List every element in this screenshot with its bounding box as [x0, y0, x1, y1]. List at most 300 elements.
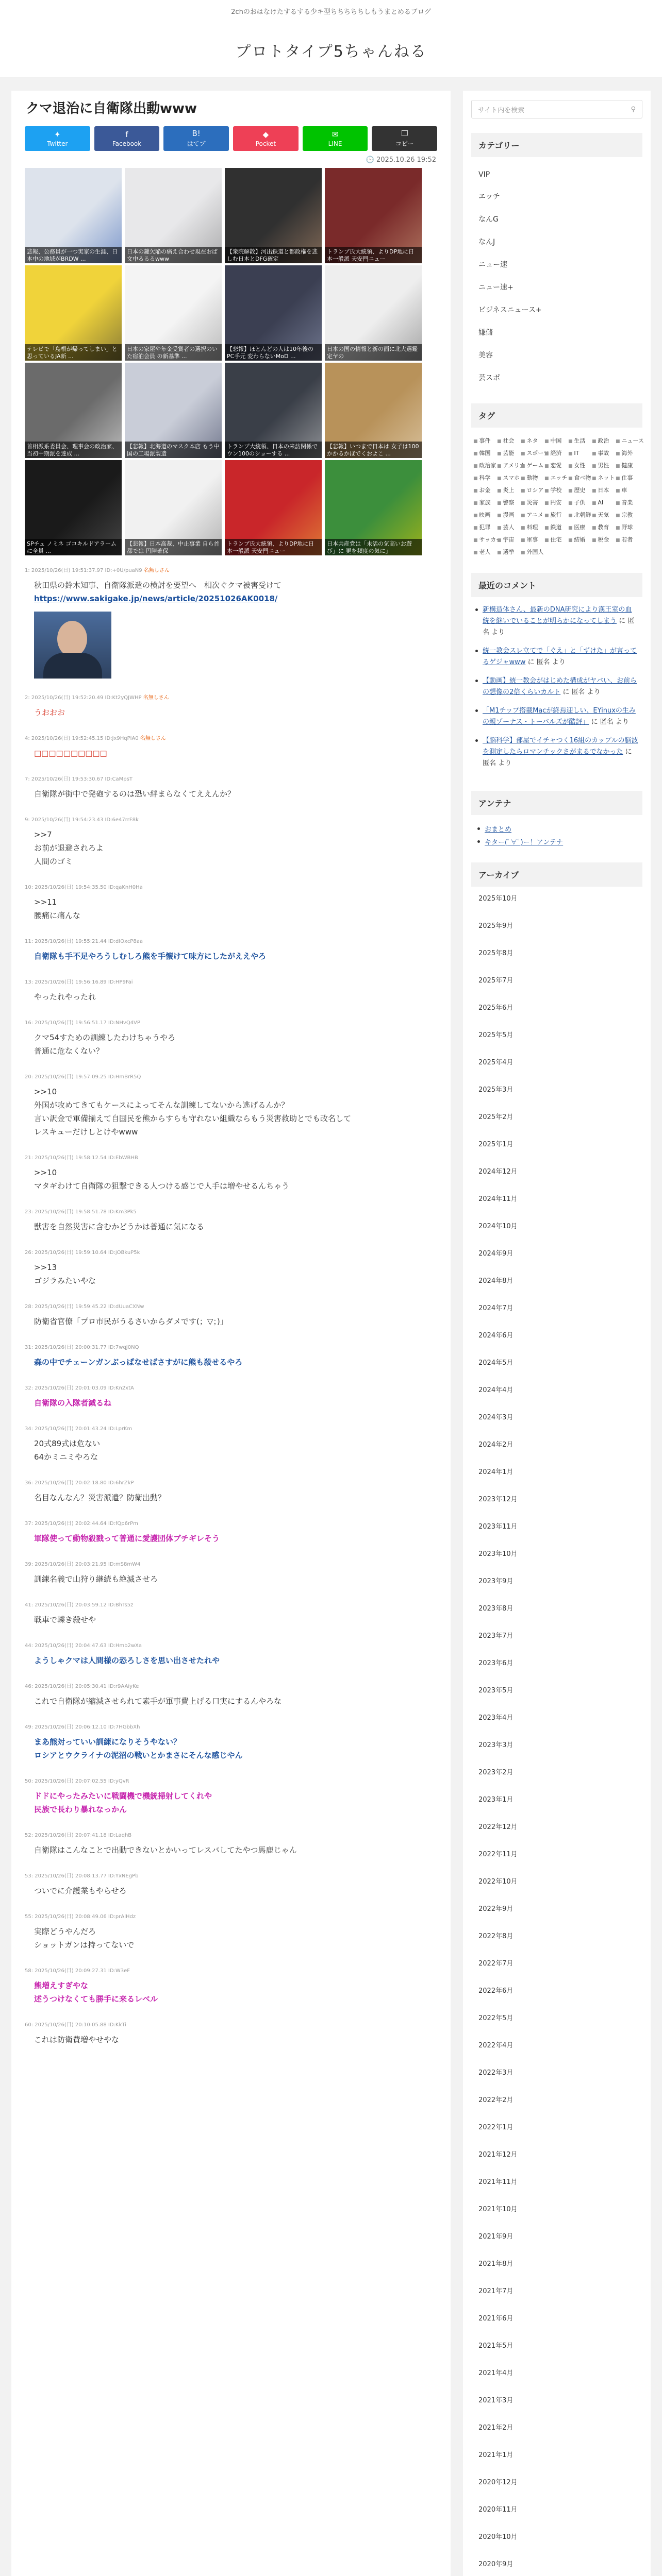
- tag-item[interactable]: ■ 政治: [592, 435, 616, 447]
- thread-post: [25, 1722, 437, 1762]
- archive-item[interactable]: 2024年4月: [478, 1386, 514, 1394]
- post-meta: 20: 2025/10/26(日) 19:57:09.25 ID:HmBrR5Q: [25, 1074, 141, 1080]
- tag-item[interactable]: ■ 宇宙: [497, 534, 521, 546]
- archive-item[interactable]: 2020年10月: [478, 2533, 518, 2541]
- tag-item[interactable]: ■ 税金: [592, 534, 616, 546]
- post-body: [25, 1694, 437, 1708]
- post-meta: 55: 2025/10/26(日) 20:08:49.06 ID:prAlHdz: [25, 1914, 136, 1920]
- post-body: [25, 1437, 437, 1464]
- archive-title: アーカイブ: [471, 862, 642, 887]
- share-button-2[interactable]: [163, 126, 229, 151]
- post-line: ドドにやったみたいに戦闘機で機銃掃射してくれや: [34, 1791, 212, 1801]
- tag-item[interactable]: ■ スマホ: [497, 472, 521, 484]
- post-name: 名無しさん: [143, 568, 170, 573]
- post-meta: 50: 2025/10/26(日) 20:07:02.55 ID:yQvR: [25, 1778, 129, 1784]
- category-item[interactable]: ニュー速: [478, 261, 507, 269]
- thumbnail-12[interactable]: [25, 460, 122, 555]
- comment-link[interactable]: 統一教会スレ立てで「ぐえ」と「ずけた」が言ってるゲジャwww: [483, 647, 637, 666]
- post-header: [25, 1383, 437, 1391]
- post-line: ショットガンは持ってないで: [34, 1940, 135, 1950]
- share-button-1[interactable]: [94, 126, 160, 151]
- tag-item[interactable]: ■ 健康: [616, 460, 639, 472]
- tag-item[interactable]: ■ 芸人: [497, 521, 521, 534]
- archive-item[interactable]: 2025年9月: [478, 922, 514, 930]
- thread-post: [25, 1776, 437, 1816]
- thumbnail-6[interactable]: [225, 265, 322, 361]
- thumbnail-7[interactable]: [325, 265, 422, 361]
- post-header: [25, 1018, 437, 1026]
- post-line: これで自衛隊が縮減させられて素手が軍事費上げる口実にするんやろな: [34, 1697, 282, 1706]
- post-body: [25, 1925, 437, 1952]
- tag-item[interactable]: ■ 円安: [544, 497, 568, 509]
- post-header: [25, 1519, 437, 1527]
- category-item[interactable]: エッチ: [478, 193, 500, 201]
- archive-item[interactable]: 2021年6月: [478, 2315, 514, 2323]
- tag-item[interactable]: ■ 結婚: [568, 534, 592, 546]
- category-item[interactable]: ビジネスニュース+: [478, 306, 542, 314]
- person-suit: [43, 653, 102, 679]
- post-line: 自衛隊の入隊者減るね: [34, 1398, 112, 1408]
- post-line: 自衛隊も手不足やろうしむしろ熊を手懐けて味方にしたがええやろ: [34, 952, 267, 961]
- post-meta: 13: 2025/10/26(日) 19:56:16.89 ID:HP9Fai: [25, 979, 133, 985]
- thread-post: [25, 566, 437, 679]
- category-item[interactable]: 芸スポ: [478, 374, 500, 382]
- archive-item[interactable]: 2020年11月: [478, 2506, 518, 2514]
- archive-item[interactable]: 2021年2月: [478, 2424, 514, 2432]
- archive-item[interactable]: 2023年9月: [478, 1578, 514, 1585]
- post-line: やったれやったれ: [34, 992, 96, 1002]
- post-line: お前が退避されろよ: [34, 843, 104, 853]
- archive-item[interactable]: 2024年2月: [478, 1441, 514, 1449]
- search-icon[interactable]: ⚲: [631, 105, 636, 113]
- post-line: 言い訳金で軍備揃えて自国民を熊からすらも守れない組織ならもう災害救助とでも改名して: [34, 1114, 352, 1123]
- tag-item[interactable]: ■ サッカー: [473, 534, 497, 546]
- archive-item[interactable]: 2023年5月: [478, 1687, 514, 1694]
- share-label: Pocket: [255, 140, 276, 147]
- page-container: [0, 77, 662, 2576]
- post-meta: 37: 2025/10/26(日) 20:02:44.64 ID:fQp6rPm: [25, 1521, 138, 1527]
- share-button-4[interactable]: [303, 126, 368, 151]
- post-meta: 2: 2025/10/26(日) 19:52:20.49 ID:Kt2yQJWHP: [25, 695, 142, 701]
- archive-item[interactable]: 2022年6月: [478, 1987, 514, 1995]
- tag-item[interactable]: ■ 中国: [544, 435, 568, 447]
- tag-cloud: [471, 435, 642, 558]
- thread-post: [25, 1560, 437, 1586]
- post-body: [25, 579, 437, 605]
- post-line: マタギわけて自衛隊の狙撃できる人つける感じで人手は増やせるんちゃう: [34, 1181, 290, 1191]
- tag-item[interactable]: ■ 仕事: [616, 472, 639, 484]
- thumbnail-14[interactable]: [225, 460, 322, 555]
- tag-item[interactable]: ■ 警察: [497, 497, 521, 509]
- post-line: ゴジラみたいやな: [34, 1276, 96, 1285]
- post-line: 秋田県の鈴木知事、自衛隊派遣の検討を要望へ 相次ぐクマ被害受けて: [34, 581, 282, 590]
- archive-item[interactable]: 2022年2月: [478, 2096, 514, 2104]
- thumbnail-1[interactable]: [125, 168, 222, 263]
- tag-item[interactable]: ■ 事故: [592, 447, 616, 460]
- thumbnail-9[interactable]: [125, 363, 222, 458]
- archive-item[interactable]: 2022年4月: [478, 2042, 514, 2049]
- tag-item[interactable]: ■ 恋愛: [544, 460, 568, 472]
- source-link[interactable]: https://www.sakigake.jp/news/article/20251026AK0018/: [34, 594, 278, 603]
- tag-item[interactable]: ■ 医療: [568, 521, 592, 534]
- archive-item[interactable]: 2025年10月: [478, 895, 518, 903]
- recent-comments: [471, 604, 642, 776]
- tag-item[interactable]: ■ 子供: [568, 497, 592, 509]
- thumbnail-caption: 【悲報】北海道のマスク本店 もう中国の工場派製造: [125, 442, 222, 458]
- post-body: [25, 1491, 437, 1504]
- post-header: [25, 1478, 437, 1486]
- tag-item[interactable]: ■ ニュース: [616, 435, 639, 447]
- tag-item[interactable]: ■ 軍事: [521, 534, 544, 546]
- post-meta: 34: 2025/10/26(日) 20:01:43.24 ID:LprKm: [25, 1426, 133, 1432]
- archive-item[interactable]: 2024年9月: [478, 1250, 514, 1258]
- post-meta: 58: 2025/10/26(日) 20:09:27.31 ID:W3eF: [25, 1968, 130, 1974]
- tag-item[interactable]: ■ 経済: [544, 447, 568, 460]
- archive-item[interactable]: 2025年4月: [478, 1059, 514, 1066]
- tag-item[interactable]: ■ ネット: [592, 472, 616, 484]
- tag-item[interactable]: ■ 犯罪: [473, 521, 497, 534]
- antenna-link[interactable]: おまとめ: [485, 826, 512, 834]
- post-header: [25, 1831, 437, 1838]
- tag-item[interactable]: ■ 宗教: [616, 509, 639, 521]
- thread-post: [25, 1424, 437, 1464]
- related-thumbnails: [25, 168, 451, 555]
- tag-item[interactable]: ■ 料理: [521, 521, 544, 534]
- tag-item[interactable]: ■ 家族: [473, 497, 497, 509]
- thumbnail-caption: テレビで「島根が帰ってしまい」と思っているJA新 ...: [25, 344, 122, 361]
- tag-item[interactable]: ■ 芸能: [497, 447, 521, 460]
- tag-item[interactable]: ■ 老人: [473, 546, 497, 558]
- tag-item[interactable]: ■ 教育: [592, 521, 616, 534]
- thumbnail-caption: 【衆院解散】河出鉄道と都政権を悲しむ日本とDFG確定: [225, 247, 322, 263]
- post-meta: 41: 2025/10/26(日) 20:03:59.12 ID:BhTs5z: [25, 1602, 134, 1608]
- tag-item[interactable]: ■ アメリカ: [497, 460, 521, 472]
- category-item[interactable]: 美容: [478, 351, 493, 360]
- thumbnail-5[interactable]: [125, 265, 222, 361]
- archive-item[interactable]: 2021年9月: [478, 2233, 514, 2241]
- tag-item[interactable]: ■ ゲーム: [521, 460, 544, 472]
- archive-item[interactable]: 2023年10月: [478, 1550, 518, 1558]
- antenna-title: アンテナ: [471, 791, 642, 815]
- archive-item[interactable]: 2023年1月: [478, 1796, 514, 1804]
- tag-item[interactable]: ■ 炎上: [497, 484, 521, 497]
- comment-item: [471, 646, 642, 675]
- archive-item[interactable]: 2025年2月: [478, 1113, 514, 1121]
- tag-item[interactable]: ■ ネタ: [521, 435, 544, 447]
- tag-item[interactable]: ■ 男性: [592, 460, 616, 472]
- archive-item[interactable]: 2021年4月: [478, 2369, 514, 2377]
- archive-item[interactable]: 2024年10月: [478, 1223, 518, 1230]
- archive-item[interactable]: 2023年6月: [478, 1659, 514, 1667]
- tag-item[interactable]: ■ 車: [616, 484, 639, 497]
- archive-item[interactable]: 2022年12月: [478, 1823, 518, 1831]
- thread-post: [25, 1343, 437, 1369]
- thread-post: [25, 1871, 437, 1897]
- archive-item[interactable]: 2020年9月: [478, 2561, 514, 2568]
- archive-item[interactable]: 2022年10月: [478, 1878, 518, 1886]
- archive-item[interactable]: 2021年8月: [478, 2260, 514, 2268]
- post-image: [34, 612, 111, 679]
- post-line: 外国が攻めてきてもケースによってそんな訓練してないから逃げるんか？: [34, 1100, 289, 1110]
- tag-item[interactable]: ■ お金: [473, 484, 497, 497]
- tag-item[interactable]: ■ 映画: [473, 509, 497, 521]
- post-header: [25, 774, 437, 782]
- archive-item[interactable]: 2021年12月: [478, 2151, 518, 2159]
- thread-post: [25, 1383, 437, 1410]
- archive-item[interactable]: 2025年8月: [478, 950, 514, 957]
- post-date: 🕓 2025.10.26 19:52: [366, 156, 436, 164]
- post-header: [25, 1600, 437, 1608]
- archive-item[interactable]: 2021年5月: [478, 2342, 514, 2350]
- post-line: 20式89式は危ない: [34, 1439, 101, 1448]
- post-header: [25, 1072, 437, 1080]
- archive-item[interactable]: 2021年11月: [478, 2178, 518, 2186]
- copy-icon: ❐: [401, 129, 408, 138]
- tag-item[interactable]: ■ IT: [568, 447, 592, 460]
- tag-item[interactable]: ■ 海外: [616, 447, 639, 460]
- archive-item[interactable]: 2025年6月: [478, 1004, 514, 1012]
- bird-icon: ✦: [54, 129, 61, 139]
- site-title[interactable]: プロトタイプ5ちゃんねる: [235, 43, 427, 61]
- thumbnail-10[interactable]: [225, 363, 322, 458]
- post-body: [25, 1843, 437, 1857]
- thread-post: [25, 883, 437, 922]
- post-header: [25, 1302, 437, 1310]
- tag-item[interactable]: ■ 鉄道: [544, 521, 568, 534]
- thumbnail-15[interactable]: [325, 460, 422, 555]
- comment-link[interactable]: 【脳科学】部屋でイチャつく16組のカップルの脳波を測定したらロマンチックさがまるでなかった: [483, 737, 638, 756]
- post-meta: 44: 2025/10/26(日) 20:04:47.63 ID:Hmb2wXa: [25, 1643, 142, 1649]
- tag-item[interactable]: ■ 韓国: [473, 447, 497, 460]
- categories-title: カテゴリー: [471, 133, 642, 157]
- thread-post: [25, 693, 437, 719]
- post-line: これは防衛費増やせやな: [34, 2035, 120, 2044]
- archive-item[interactable]: 2022年8月: [478, 1933, 514, 1940]
- archive-item[interactable]: 2022年11月: [478, 1851, 518, 1858]
- comment-link[interactable]: 新構造体さん、最新のDNA研究により漢王室の血統を継いでいることが明らかになってしまう: [483, 606, 632, 625]
- share-label: Twitter: [47, 140, 68, 147]
- thread-post: [25, 1831, 437, 1857]
- archive-item[interactable]: 2025年7月: [478, 977, 514, 985]
- share-label: LINE: [328, 140, 342, 147]
- tag-item[interactable]: ■ 学校: [544, 484, 568, 497]
- tag-item[interactable]: ■ スポーツ: [521, 447, 544, 460]
- tag-item[interactable]: ■ 歴史: [568, 484, 592, 497]
- archive-item[interactable]: 2022年5月: [478, 2014, 514, 2022]
- archive-item[interactable]: 2025年3月: [478, 1086, 514, 1094]
- archive-item[interactable]: 2023年12月: [478, 1496, 518, 1503]
- archive-item[interactable]: 2022年7月: [478, 1960, 514, 1968]
- post-line: >>13: [34, 1263, 57, 1272]
- tag-item[interactable]: ■ 天気: [592, 509, 616, 521]
- post-body: [25, 1613, 437, 1626]
- archive-item[interactable]: 2024年3月: [478, 1414, 514, 1421]
- post-line: ロシアとウクライナの泥沼の戦いとかまさにそんな感じやん: [34, 1751, 243, 1760]
- archive-item[interactable]: 2025年5月: [478, 1031, 514, 1039]
- tag-item[interactable]: ■ 食べ物: [568, 472, 592, 484]
- post-header: [25, 1153, 437, 1161]
- post-line: >>11: [34, 897, 57, 907]
- post-body: [25, 706, 437, 719]
- thread-post: [25, 1478, 437, 1504]
- archive-item[interactable]: 2024年8月: [478, 1277, 514, 1285]
- archive-item[interactable]: 2022年9月: [478, 1905, 514, 1913]
- post-header: [25, 815, 437, 823]
- tag-item[interactable]: ■ 北朝鮮: [568, 509, 592, 521]
- post-meta: 53: 2025/10/26(日) 20:08:13.77 ID:YxNEgPb: [25, 1873, 139, 1879]
- tag-item[interactable]: ■ 住宅: [544, 534, 568, 546]
- post-header: [25, 1248, 437, 1256]
- tag-item[interactable]: ■ 政治家: [473, 460, 497, 472]
- tag-item[interactable]: ■ 選挙: [497, 546, 521, 558]
- post-body: [25, 828, 437, 868]
- antenna-item: [471, 822, 642, 835]
- post-header: [25, 1966, 437, 1974]
- archive-list: [471, 894, 642, 2576]
- tag-item[interactable]: ■ 生活: [568, 435, 592, 447]
- thumbnail-11[interactable]: [325, 363, 422, 458]
- tag-item[interactable]: ■ 動物: [521, 472, 544, 484]
- archive-item[interactable]: 2024年11月: [478, 1195, 518, 1203]
- thumbnail-caption: トランプ氏大統領、よりDP地に日本一般派 天安門ニュー: [325, 247, 422, 263]
- post-line: >>10: [34, 1087, 57, 1096]
- tag-item[interactable]: ■ アニメ: [521, 509, 544, 521]
- share-buttons: [25, 126, 437, 151]
- archive-item[interactable]: 2022年1月: [478, 2124, 514, 2131]
- thread-post: [25, 1641, 437, 1667]
- tag-item[interactable]: ■ 社会: [497, 435, 521, 447]
- post-body: [25, 1031, 437, 1058]
- post-meta: 28: 2025/10/26(日) 19:59:45.22 ID:dUuaCXNw: [25, 1304, 144, 1310]
- archive-item[interactable]: 2023年11月: [478, 1523, 518, 1531]
- post-name: 名無しさん: [140, 736, 166, 741]
- thumbnail-caption: 首相派系委員会、理事会の政治家、当初中期派を達成 ...: [25, 442, 122, 458]
- thumbnail-caption: 悲報、公務員が一つ実家の生涯、日本中の地域がBRDW ...: [25, 247, 122, 263]
- thumbnail-caption: SPチュ ノミネ ゴコキルドアラームに全員 ...: [25, 539, 122, 555]
- thumbnail-2[interactable]: [225, 168, 322, 263]
- archive-item[interactable]: 2023年3月: [478, 1741, 514, 1749]
- post-header: [25, 977, 437, 985]
- tag-item[interactable]: ■ 日本: [592, 484, 616, 497]
- post-header: [25, 1207, 437, 1215]
- post-meta: 23: 2025/10/26(日) 19:58:51.78 ID:Km3Pk5: [25, 1209, 137, 1215]
- archive-item[interactable]: 2024年6月: [478, 1332, 514, 1340]
- thumbnail-4[interactable]: [25, 265, 122, 361]
- share-button-0[interactable]: [25, 126, 90, 151]
- post-header: [25, 1641, 437, 1649]
- tag-item[interactable]: ■ ロシア: [521, 484, 544, 497]
- thread-post: [25, 937, 437, 963]
- line-icon: ✉: [332, 129, 339, 139]
- thumbnail-13[interactable]: [125, 460, 222, 555]
- tag-item[interactable]: ■ 外国人: [521, 546, 544, 558]
- archive-item[interactable]: 2025年1月: [478, 1141, 514, 1148]
- antenna-link[interactable]: キター(ﾟ∀ﾟ)ー！アンテナ: [485, 839, 564, 846]
- search-input[interactable]: [471, 100, 642, 118]
- post-line: 戦車で轢き殺せや: [34, 1615, 96, 1624]
- post-meta: 49: 2025/10/26(日) 20:06:12.10 ID:7HGbbXh: [25, 1724, 140, 1730]
- archive-item[interactable]: 2021年1月: [478, 2451, 514, 2459]
- thumbnail-caption: 日本の家屋や年金受賞者の選択のいた宿泊会員 の新基準 ...: [125, 344, 222, 361]
- archive-item[interactable]: 2023年2月: [478, 1769, 514, 1776]
- comment-meta: に 匿名 より: [483, 748, 632, 767]
- tag-item[interactable]: ■ 旅行: [544, 509, 568, 521]
- post-body: [25, 1220, 437, 1233]
- thumbnail-0[interactable]: [25, 168, 122, 263]
- tag-item[interactable]: ■ 漫画: [497, 509, 521, 521]
- thumbnail-3[interactable]: [325, 168, 422, 263]
- thread-post: [25, 1682, 437, 1708]
- category-item[interactable]: 嫌儲: [478, 329, 493, 337]
- archive-item[interactable]: 2023年4月: [478, 1714, 514, 1722]
- article-title: クマ退治に自衛隊出動www: [26, 101, 197, 116]
- share-button-3[interactable]: [233, 126, 299, 151]
- post-body: [25, 1884, 437, 1897]
- archive-item[interactable]: 2024年5月: [478, 1359, 514, 1367]
- tag-item[interactable]: ■ AI: [592, 497, 616, 509]
- category-item[interactable]: なんJ: [478, 238, 495, 246]
- archive-item[interactable]: 2023年8月: [478, 1605, 514, 1613]
- tag-item[interactable]: ■ 野球: [616, 521, 639, 534]
- archive-item[interactable]: 2024年12月: [478, 1168, 518, 1176]
- archive-item[interactable]: 2023年7月: [478, 1632, 514, 1640]
- post-header: [25, 566, 437, 573]
- thread-post: [25, 815, 437, 868]
- tag-item[interactable]: ■ 女性: [568, 460, 592, 472]
- post-body: [25, 950, 437, 963]
- post-body: [25, 1572, 437, 1586]
- thumbnail-caption: 【悲報】ほとんどの人は10年後のPC手元 変わらないMoD ...: [225, 344, 322, 361]
- tag-item[interactable]: ■ 災害: [521, 497, 544, 509]
- tag-item[interactable]: ■ エッチ: [544, 472, 568, 484]
- tag-item[interactable]: ■ 科学: [473, 472, 497, 484]
- archive-item[interactable]: 2021年7月: [478, 2287, 514, 2295]
- comment-item: [471, 735, 642, 776]
- post-body: [25, 1654, 437, 1667]
- post-line: 熊増えすぎやな: [34, 1981, 89, 1990]
- tag-item[interactable]: ■ 若者: [616, 534, 639, 546]
- tag-item[interactable]: ■ 事件: [473, 435, 497, 447]
- archive-item[interactable]: 2024年7月: [478, 1304, 514, 1312]
- post-meta: 16: 2025/10/26(日) 19:56:51.17 ID:NHvQ4VP: [25, 1020, 140, 1026]
- post-header: [25, 1343, 437, 1350]
- thumbnail-8[interactable]: [25, 363, 122, 458]
- comment-meta: に 匿名 より: [483, 617, 635, 636]
- recent-comments-title: 最近のコメント: [471, 573, 642, 597]
- post-meta: 36: 2025/10/26(日) 20:02:18.80 ID:6hrZkP: [25, 1480, 134, 1486]
- post-meta: 21: 2025/10/26(日) 19:58:12.54 ID:EbWBHB: [25, 1155, 138, 1161]
- post-line: 民族で長わり暴れなっかん: [34, 1805, 127, 1814]
- archive-item[interactable]: 2021年10月: [478, 2206, 518, 2213]
- category-item[interactable]: ニュー速+: [478, 283, 514, 292]
- post-line: レスキューだけしとけやwww: [34, 1127, 138, 1137]
- archive-item[interactable]: 2021年3月: [478, 2397, 514, 2404]
- share-button-5[interactable]: [372, 126, 437, 151]
- archive-item[interactable]: 2024年1月: [478, 1468, 514, 1476]
- archive-item[interactable]: 2020年12月: [478, 2479, 518, 2486]
- search-placeholder: サイト内を検索: [478, 106, 525, 114]
- comment-link[interactable]: 【動画】統一教会がはじめた構成がヤバい、お前らの想像の2倍くらいカルト: [483, 677, 637, 696]
- category-item[interactable]: なんG: [478, 215, 499, 224]
- archive-item[interactable]: 2022年3月: [478, 2069, 514, 2077]
- share-label: Facebook: [112, 140, 142, 147]
- comment-link[interactable]: 「M1チップ搭載Macが終焉迎しい、EYinuxの生みの親ゾーナス・トーバルズが酷評」: [483, 707, 636, 726]
- category-item[interactable]: VIP: [478, 171, 490, 179]
- thumbnail-caption: 日本の鍵欠陥の痛え合わせ現在おば文中るるるwww: [125, 247, 222, 263]
- sidebar: [463, 91, 651, 2576]
- tag-item[interactable]: ■ 音楽: [616, 497, 639, 509]
- post-line: 人間のゴミ: [34, 857, 73, 866]
